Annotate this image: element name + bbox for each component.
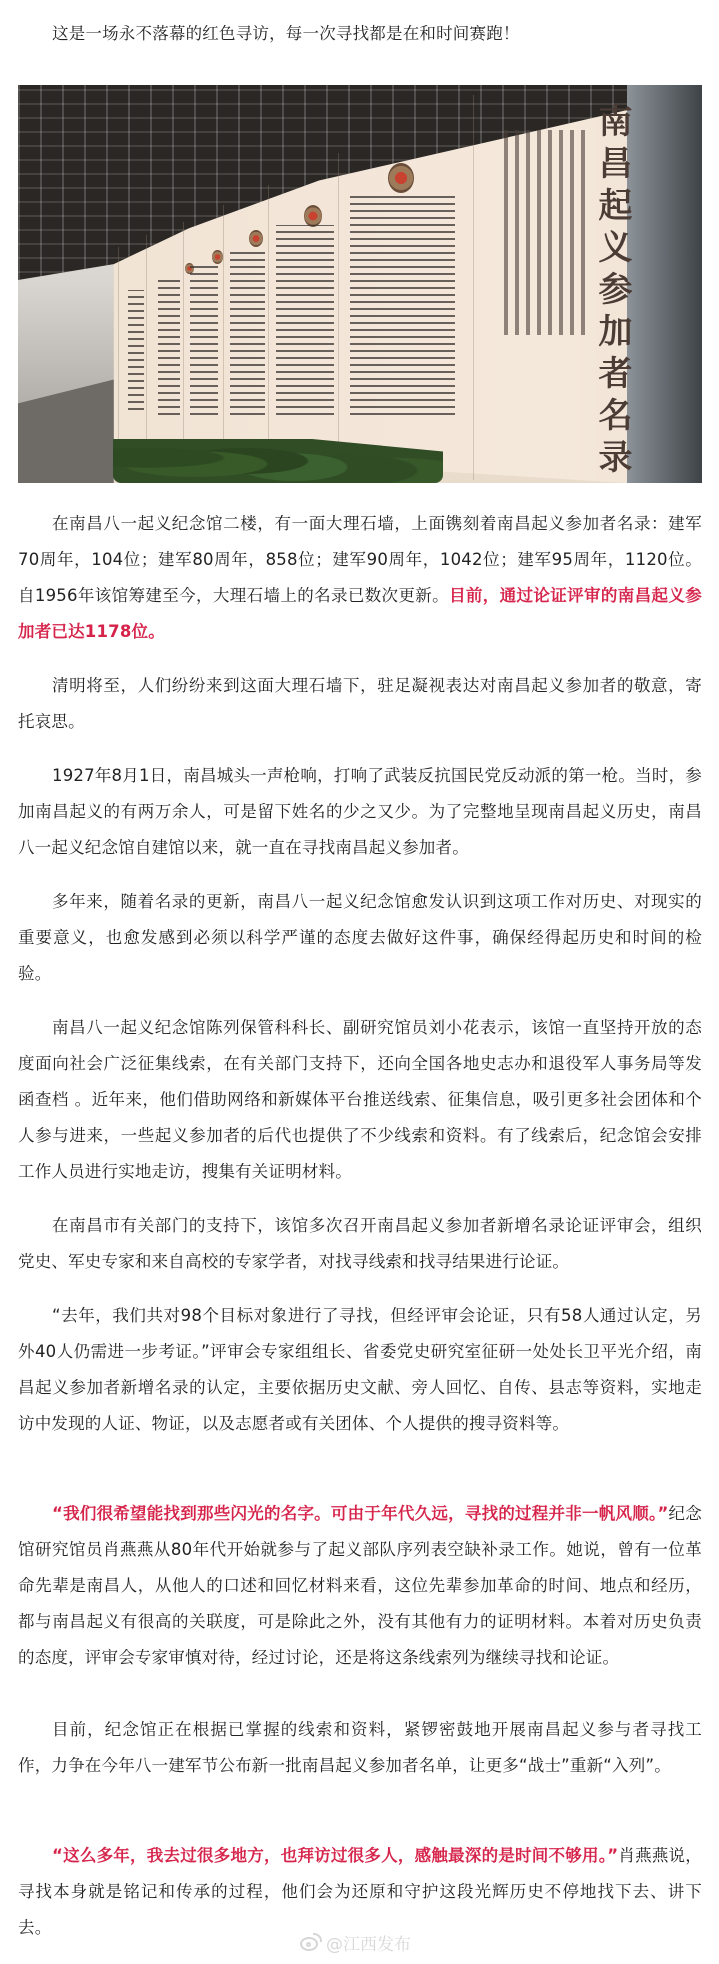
names-column [190,265,218,415]
watermark [300,1930,411,1955]
paragraph: 南昌八一起义纪念馆陈列保管科科长、副研究馆员刘小花表示，该馆一直坚持开放的态度面向社会广泛征集线索，在有关部门支持下，还向全国各地史志办和退役军人事务局等发函查档 。近年来，他们借助网络和新媒体平台推送线索、征集信息，吸引更多社会团体和个人参与进来，一些起义参加者的后代也提供了不少线索和资料。有了线索后，纪念馆会安排工作人员进行实地走访，搜集有关证明材料。 [18,1018,702,1181]
panel-seam [183,222,184,462]
names-column [276,225,334,415]
memorial-wall-photo [18,85,702,483]
paragraph: “我们很希望能找到那些闪光的名字。可由于年代久远，寻找的过程并非一帆风顺。”纪念馆研究馆员肖燕燕从80年代开始就参与了起义部队序列表空缺补录工作。她说，曾有一位革命先辈是南昌人，从他人的口述和回忆材料来看，这位先辈参加革命的时间、地点和经历，都与南昌起义有很高的关联度，可是除此之外，没有其他有力的证明材料。本着对历史负责的态度，评审会专家审慎对待，经过讨论，还是将这条线索列为继续寻找和论证。 [18,1504,702,1667]
highlight-text: 目前，通过论证评审的南昌起义参加者已达1178位。 [18,586,702,641]
emblem-icon [249,230,263,247]
intro-line: 这是一场永不落幕的红色寻访，每一次寻找都是在和时间赛跑！ [52,24,520,43]
dark-pillar [627,85,702,483]
emblem-icon [212,250,223,264]
watermark-text: @江西发布 [326,1935,411,1955]
weibo-icon [300,1934,322,1952]
names-column [350,195,455,415]
paragraph: 在南昌八一起义纪念馆二楼，有一面大理石墙，上面镌刻着南昌起义参加者名录：建军70周年，104位；建军80周年，858位；建军90周年，1042位；建军95周年，1120位。自1956年该馆筹建至今，大理石墙上的名录已数次更新。目前，通过论证评审的南昌起义参加者已达1178位。 [18,514,702,641]
highlight-text: “我们很希望能找到那些闪光的名字。可由于年代久远，寻找的过程并非一帆风顺。” [52,1504,669,1523]
paragraph: 在南昌市有关部门的支持下，该馆多次召开南昌起义参加者新增名录论证评审会，组织党史、军史专家和来自高校的专家学者，对找寻线索和找寻结果进行论证。 [18,1216,702,1271]
panel-seam [473,95,474,480]
inscription-text [504,130,589,335]
panel-seam [223,205,224,460]
names-column [158,280,180,415]
paragraph: 目前，纪念馆正在根据已掌握的线索和资料，紧锣密鼓地开展南昌起义参与者寻找工作，力争在今年八一建军节公布新一批南昌起义参加者名单，让更多“战士”重新“入列”。 [18,1720,702,1775]
panel-seam [338,153,339,463]
emblem-icon [388,163,414,193]
paragraph: 清明将至，人们纷纷来到这面大理石墙下，驻足凝视表达对南昌起义参加者的敬意，寄托哀思。 [18,676,702,731]
highlight-text: “这么多年，我去过很多地方，也拜访过很多人，感触最深的是时间不够用。” [52,1846,619,1865]
emblem-icon [304,205,322,227]
paragraph: “去年，我们共对98个目标对象进行了寻找，但经评审会论证，只有58人通过认定，另外40人仍需进一步考证。”评审会专家组组长、省委党史研究室征研一处处长卫平光介绍，南昌起义参加者新增名录的认定，主要依据历史文献、旁人回忆、自传、县志等资料，实地走访中发现的人证、物证，以及志愿者或有关团体、个人提供的搜寻资料等。 [18,1306,702,1433]
paragraph: 多年来，随着名录的更新，南昌八一起义纪念馆愈发认识到这项工作对历史、对现实的重要意义，也愈发感到必须以科学严谨的态度去做好这件事，确保经得起历史和时间的检验。 [18,892,702,983]
names-column [230,250,265,415]
panel-seam [268,185,269,465]
paragraph: “这么多年，我去过很多地方，也拜访过很多人，感触最深的是时间不够用。”肖燕燕说，寻找本身就是铭记和传承的过程，他们会为还原和守护这段光辉历史不停地找下去、讲下去。 [18,1846,702,1937]
paragraph: 1927年8月1日，南昌城头一声枪响，打响了武装反抗国民党反动派的第一枪。当时，参加南昌起义的有两万余人，可是留下姓名的少之又少。为了完整地呈现南昌起义历史，南昌八一起义纪念馆自建馆以来，就一直在寻找南昌起义参加者。 [18,766,702,857]
names-column [128,290,144,410]
wall-title: 南昌起义参加者名录 [592,103,632,481]
